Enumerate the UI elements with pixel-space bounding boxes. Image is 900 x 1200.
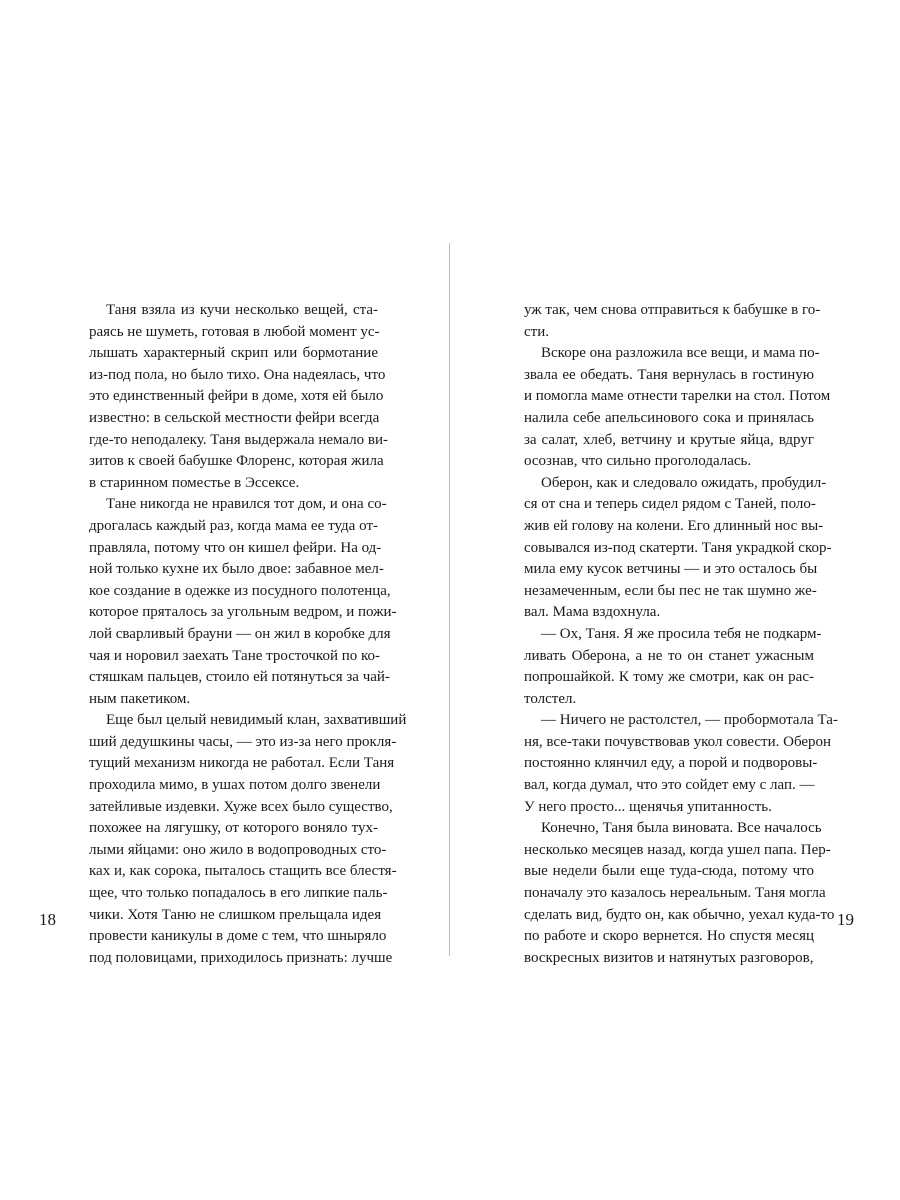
- paragraph: [524, 624, 822, 710]
- paragraph: [524, 473, 832, 624]
- text-line: ший дедушкины часы, — это из-за него прокля-: [89, 733, 397, 750]
- text-line: — Ох, Таня. Я же просила тебя не подкарм-: [541, 625, 822, 642]
- text-line: звала ее обедать. Таня вернулась в гостиную: [524, 366, 814, 383]
- text-line: стяшкам пальцев, стоило ей потянуться за чай-: [89, 669, 390, 686]
- paragraph: [524, 818, 835, 969]
- text-line: чики. Хотя Таню не слишком прельщала идея: [89, 906, 382, 923]
- left-page-number: 18: [39, 910, 56, 929]
- text-line: воскресных визитов и натянутых разговоров,: [524, 949, 814, 966]
- text-line: лой сварливый брауни — он жил в коробке для: [89, 625, 391, 642]
- text-line: это единственный фейри в доме, хотя ей было: [89, 388, 384, 405]
- text-line: вал. Мама вздохнула.: [524, 604, 661, 621]
- text-line: затейливые издевки. Хуже всех было существо,: [89, 798, 393, 815]
- text-line: совывался из-под скатерти. Таня украдкой скор-: [524, 539, 832, 556]
- text-line: и помогла маме отнести тарелки на стол. Потом: [524, 388, 831, 405]
- right-page-number: 19: [837, 910, 854, 929]
- text-line: толстел.: [524, 690, 577, 707]
- text-line: чая и норовил заехать Тане тросточкой по ко-: [89, 647, 381, 664]
- text-line: под половицами, приходилось признать: лучше: [89, 949, 393, 966]
- text-line: Конечно, Таня была виновата. Все началось: [541, 820, 822, 837]
- paragraph: [524, 300, 821, 343]
- text-line: известно: в сельской местности фейри всегда: [89, 409, 380, 426]
- text-line: лыми яйцами: оно жило в водопроводных сто-: [89, 841, 387, 858]
- page-gutter: [449, 243, 450, 956]
- text-line: правляла, потому что он кишел фейри. На од-: [89, 539, 382, 556]
- paragraph: [524, 710, 838, 818]
- text-line: раясь не шуметь, готовая в любой момент ус-: [89, 323, 380, 340]
- right-page-text: [524, 300, 838, 969]
- text-line: зитов к своей бабушке Флоренс, которая жила: [89, 453, 384, 470]
- text-line: щее, что только попадалось в его липкие паль-: [89, 885, 388, 902]
- text-line: Оберон, как и следовало ожидать, пробудил-: [541, 474, 827, 491]
- text-line: по работе и скоро вернется. Но спустя месяц: [524, 928, 814, 945]
- text-line: лышать характерный скрип или бормотание: [89, 345, 378, 362]
- text-line: похожее на лягушку, от которого воняло тух-: [89, 820, 378, 837]
- paragraph: [89, 300, 389, 494]
- paragraph: [524, 343, 831, 473]
- text-line: мила ему кусок ветчины — и это осталось бы: [524, 561, 818, 578]
- text-line: уж так, чем снова отправиться к бабушке в го-: [524, 302, 821, 318]
- text-line: Тане никогда не нравился тот дом, и она со-: [106, 496, 387, 513]
- paragraph: [89, 494, 397, 710]
- text-line: попрошайкой. К тому же смотри, как он рас-: [524, 669, 814, 686]
- text-line: где-то неподалеку. Таня выдержала немало ви-: [89, 431, 389, 448]
- text-line: ливать Оберона, а не то он станет ужасным: [524, 647, 814, 664]
- text-line: жив ей голову на колени. Его длинный нос вы-: [524, 517, 824, 534]
- text-line: — Ничего не растолстел, — пробормотала Та-: [541, 712, 838, 729]
- text-line: в старинном поместье в Эссексе.: [89, 474, 300, 491]
- text-line: Еще был целый невидимый клан, захвативший: [106, 712, 407, 729]
- text-line: ным пакетиком.: [89, 690, 191, 707]
- text-line: ной только кухне их было двое: забавное мел-: [89, 561, 384, 578]
- text-line: проходила мимо, в ушах потом долго звенели: [89, 777, 381, 794]
- text-line: ся от сна и теперь сидел рядом с Таней, поло-: [524, 496, 816, 513]
- text-line: У него просто... щенячья упитанность.: [524, 798, 772, 815]
- left-page-text: [89, 300, 407, 969]
- text-line: тущий механизм никогда не работал. Если Таня: [89, 755, 395, 772]
- text-line: несколько месяцев назад, когда ушел папа. Пер-: [524, 841, 831, 858]
- text-line: незамеченным, если бы пес не так шумно же-: [524, 582, 817, 599]
- paragraph: [89, 710, 407, 969]
- text-line: вал, когда думал, что это сойдет ему с лап. —: [524, 777, 815, 794]
- text-line: сделать вид, будто он, как обычно, уехал куда-то: [524, 906, 835, 923]
- text-line: которое пряталось за угольным ведром, и пожи-: [89, 604, 397, 621]
- text-line: ня, все-таки почувствовав укол совести. Оберон: [524, 733, 832, 750]
- text-line: Вскоре она разложила все вещи, и мама по-: [541, 345, 820, 362]
- text-line: Таня взяла из кучи несколько вещей, ста-: [106, 302, 378, 318]
- text-line: постоянно клянчил еду, а порой и подворовы-: [524, 755, 818, 772]
- text-line: поначалу это казалось нереальным. Таня могла: [524, 885, 826, 902]
- text-line: дрогалась каждый раз, когда мама ее туда от-: [89, 517, 378, 534]
- text-line: вые недели были еще туда-сюда, потому что: [524, 863, 814, 880]
- text-line: за салат, хлеб, ветчину и крутые яйца, вдруг: [524, 431, 814, 448]
- text-line: из-под пола, но было тихо. Она надеялась, что: [89, 366, 386, 383]
- text-line: налила себе апельсинового сока и принялась: [524, 409, 814, 426]
- text-line: кое создание в одежке из посудного полотенца,: [89, 582, 391, 599]
- text-line: осознав, что сильно проголодалась.: [524, 453, 752, 470]
- text-line: сти.: [524, 323, 549, 340]
- text-line: провести каникулы в доме с тем, что шныряло: [89, 928, 387, 945]
- text-line: ках и, как сорока, пыталось стащить все блестя-: [89, 863, 397, 880]
